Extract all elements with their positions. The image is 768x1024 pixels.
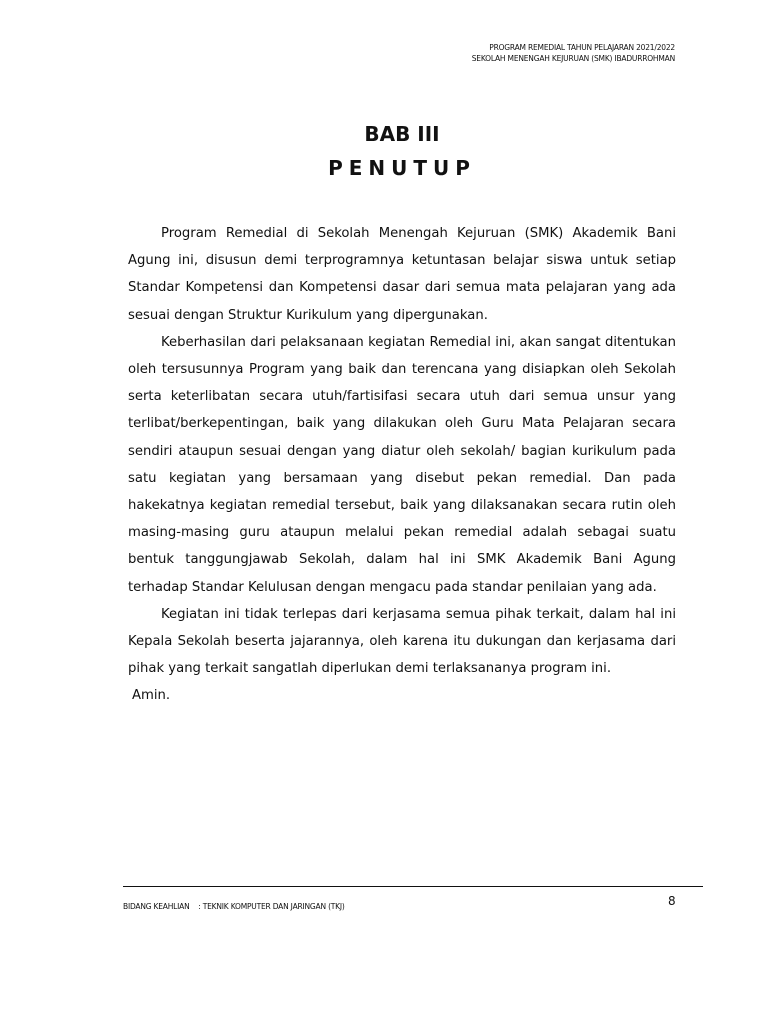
- page-header: [472, 42, 675, 64]
- paragraph: Program Remedial di Sekolah Menengah Kejuruan (SMK) Akademik Bani Agung ini, disusun demi terprogramnya ketuntasan belajar siswa untuk setiap Standar Kompetensi dan Kompetensi dasar dari semua mata pelajaran yang ada sesuai dengan Struktur Kurikulum yang dipergunakan.: [128, 226, 676, 323]
- closing-line: Amin.: [132, 688, 171, 704]
- footer-divider: [123, 886, 703, 887]
- footer-field-label: BIDANG KEAHLIAN : TEKNIK KOMPUTER DAN JARINGAN (TKJ): [123, 902, 345, 911]
- header-program-title: PROGRAM REMEDIAL TAHUN PELAJARAN 2021/2022: [489, 43, 675, 52]
- paragraph: Keberhasilan dari pelaksanaan kegiatan Remedial ini, akan sangat ditentukan oleh tersusunnya Program yang baik dan terencana yang disiapkan oleh Sekolah serta keterlibatan secara utuh/fartisifasi secara utuh dari semua unsur yang terlibat/berkepentingan, baik yang dilakukan oleh Guru Mata Pelajaran secara sendiri ataupun sesuai dengan yang diatur oleh sekolah/ bagian kurikulum pada satu kegiatan yang bersamaan yang disebut pekan remedial. Dan pada hakekatnya kegiatan remedial tersebut, baik yang dilaksanakan secara rutin oleh masing-masing guru ataupun melalui pekan remedial adalah sebagai suatu bentuk tanggungjawab Sekolah, dalam hal ini SMK Akademik Bani Agung terhadap Standar Kelulusan dengan mengacu pada standar penilaian yang ada.: [128, 334, 676, 595]
- paragraph: Kegiatan ini tidak terlepas dari kerjasama semua pihak terkait, dalam hal ini Kepala Sekolah beserta jajarannya, oleh karena itu dukungan dan kerjasama dari pihak yang terkait sangatlah diperlukan demi terlaksananya program ini.: [128, 606, 676, 677]
- body-text: [128, 220, 676, 710]
- chapter-number: BAB III: [364, 122, 440, 146]
- page-number: 8: [668, 894, 676, 908]
- header-school-name: SEKOLAH MENENGAH KEJURUAN (SMK) IBADURROHMAN: [471, 54, 675, 63]
- chapter-title: PENUTUP: [328, 156, 476, 180]
